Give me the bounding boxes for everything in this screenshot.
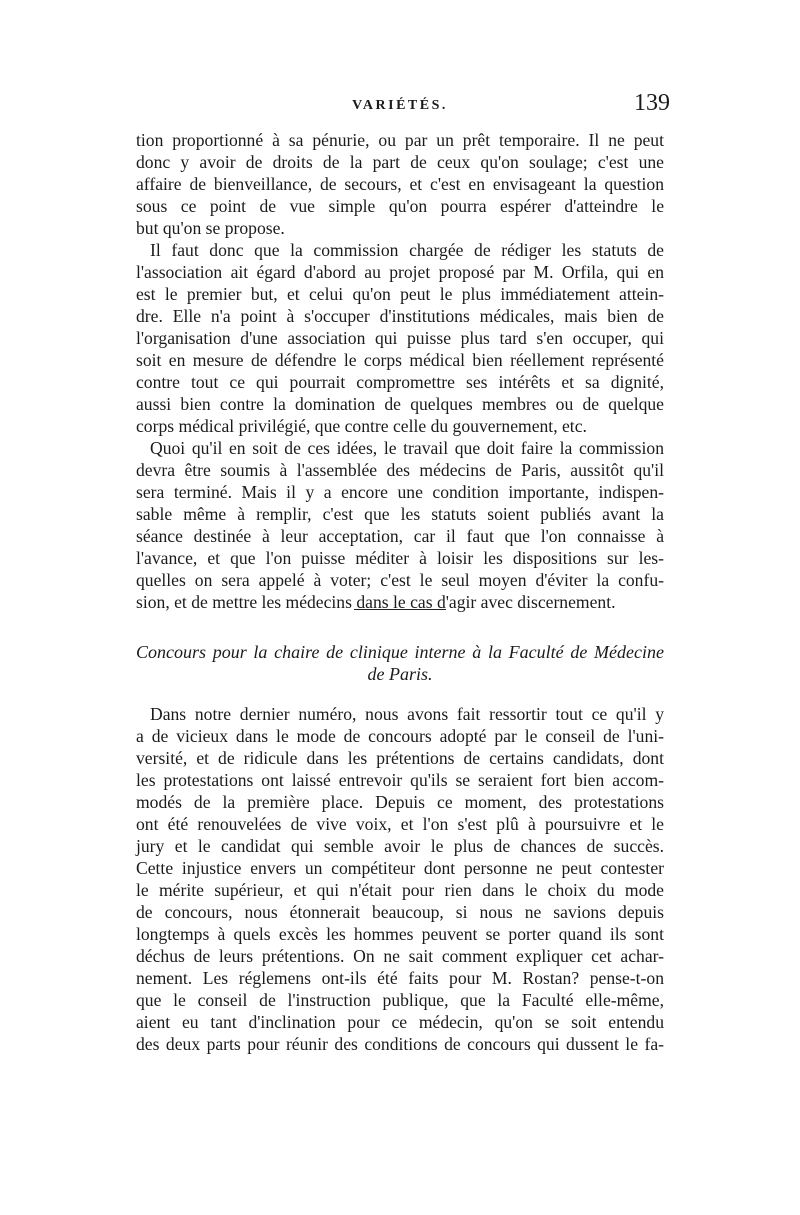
running-head <box>136 90 670 122</box>
text-line: Il faut donc que la commission chargée de rédiger les statuts de <box>150 240 664 260</box>
text-line: de concours, nous étonnerait beaucoup, si nous ne savions depuis <box>136 902 664 922</box>
text-line: ont été renouvelées de vive voix, et l'on s'est plû à poursuivre et le <box>136 814 664 834</box>
text-line: sera terminé. Mais il y a encore une condition importante, indispen- <box>136 482 664 502</box>
text-line: donc y avoir de droits de la part de ceux qu'on soulage; c'est une <box>136 152 664 172</box>
text-line: aussi bien contre la domination de quelques membres ou de quelque <box>136 394 664 414</box>
section-heading-line1: Concours pour la chaire de clinique interne à la Faculté de Médecine <box>136 642 664 662</box>
text-line: a de vicieux dans le mode de concours adopté par le conseil de l'uni- <box>136 726 664 746</box>
text-line: le mérite supérieur, et qui n'était pour rien dans le choix du mode <box>136 880 664 900</box>
text-line: longtemps à quels excès les hommes peuvent se porter quand ils sont <box>136 924 664 944</box>
text-line: Cette injustice envers un compétiteur dont personne ne peut contester <box>136 858 664 878</box>
text-line: déchus de leurs prétentions. On ne sait comment expliquer cet achar- <box>136 946 664 966</box>
text-line: sion, et de mettre les médecins dans le cas d'agir avec discernement. <box>136 592 616 612</box>
text-line: but qu'on se propose. <box>136 218 285 238</box>
text-line: soit en mesure de défendre le corps médical bien réellement représenté <box>136 350 664 370</box>
text-line: affaire de bienveillance, de secours, et c'est en envisageant la question <box>136 174 664 194</box>
text-line: modés de la première place. Depuis ce moment, des protestations <box>136 792 664 812</box>
section-divider <box>354 609 446 610</box>
page-number: 139 <box>634 90 670 116</box>
text-line: jury et le candidat qui semble avoir le plus de chances de succès. <box>136 836 664 856</box>
text-line: contre tout ce qui pourrait compromettre ses intérêts et sa dignité, <box>136 372 664 392</box>
text-line: des deux parts pour réunir des conditions de concours qui dussent le fa- <box>136 1034 664 1054</box>
text-line: séance destinée à leur acceptation, car il faut que l'on connaisse à <box>136 526 664 546</box>
text-line: versité, et de ridicule dans les prétentions de certains candidats, dont <box>136 748 664 768</box>
text-line: tion proportionné à sa pénurie, ou par un prêt temporaire. Il ne peut <box>136 130 664 150</box>
text-line: corps médical privilégié, que contre celle du gouvernement, etc. <box>136 416 587 436</box>
text-line: que le conseil de l'instruction publique, que la Faculté elle-même, <box>136 990 664 1010</box>
text-line: l'avance, et que l'on puisse méditer à loisir les dispositions sur les- <box>136 548 664 568</box>
text-line: nement. Les réglemens ont-ils été faits pour M. Rostan? pense-t-on <box>136 968 664 988</box>
text-line: sable même à remplir, c'est que les statuts soient publiés avant la <box>136 504 664 524</box>
text-line: devra être soumis à l'assemblée des médecins de Paris, aussitôt qu'il <box>136 460 664 480</box>
text-line: aient eu tant d'inclination pour ce médecin, qu'on se soit entendu <box>136 1012 664 1032</box>
text-line: l'organisation d'une association qui puisse plus tard s'en occuper, qui <box>136 328 664 348</box>
text-line: est le premier but, et celui qu'on peut le plus immédiatement attein- <box>136 284 664 304</box>
text-line: Dans notre dernier numéro, nous avons fait ressortir tout ce qu'il y <box>150 704 664 724</box>
text-line: Quoi qu'il en soit de ces idées, le travail que doit faire la commission <box>150 438 664 458</box>
text-line: dre. Elle n'a point à s'occuper d'institutions médicales, mais bien de <box>136 306 664 326</box>
text-line: sous ce point de vue simple qu'on pourra espérer d'atteindre le <box>136 196 664 216</box>
section-heading-line2: de Paris. <box>367 664 433 684</box>
running-head-title: VARIÉTÉS. <box>352 98 448 113</box>
text-line: quelles on sera appelé à voter; c'est le seul moyen d'éviter la confu- <box>136 570 664 590</box>
text-line: les protestations ont laissé entrevoir qu'ils se seraient fort bien accom- <box>136 770 664 790</box>
text-line: l'association ait égard d'abord au projet proposé par M. Orfila, qui en <box>136 262 664 282</box>
